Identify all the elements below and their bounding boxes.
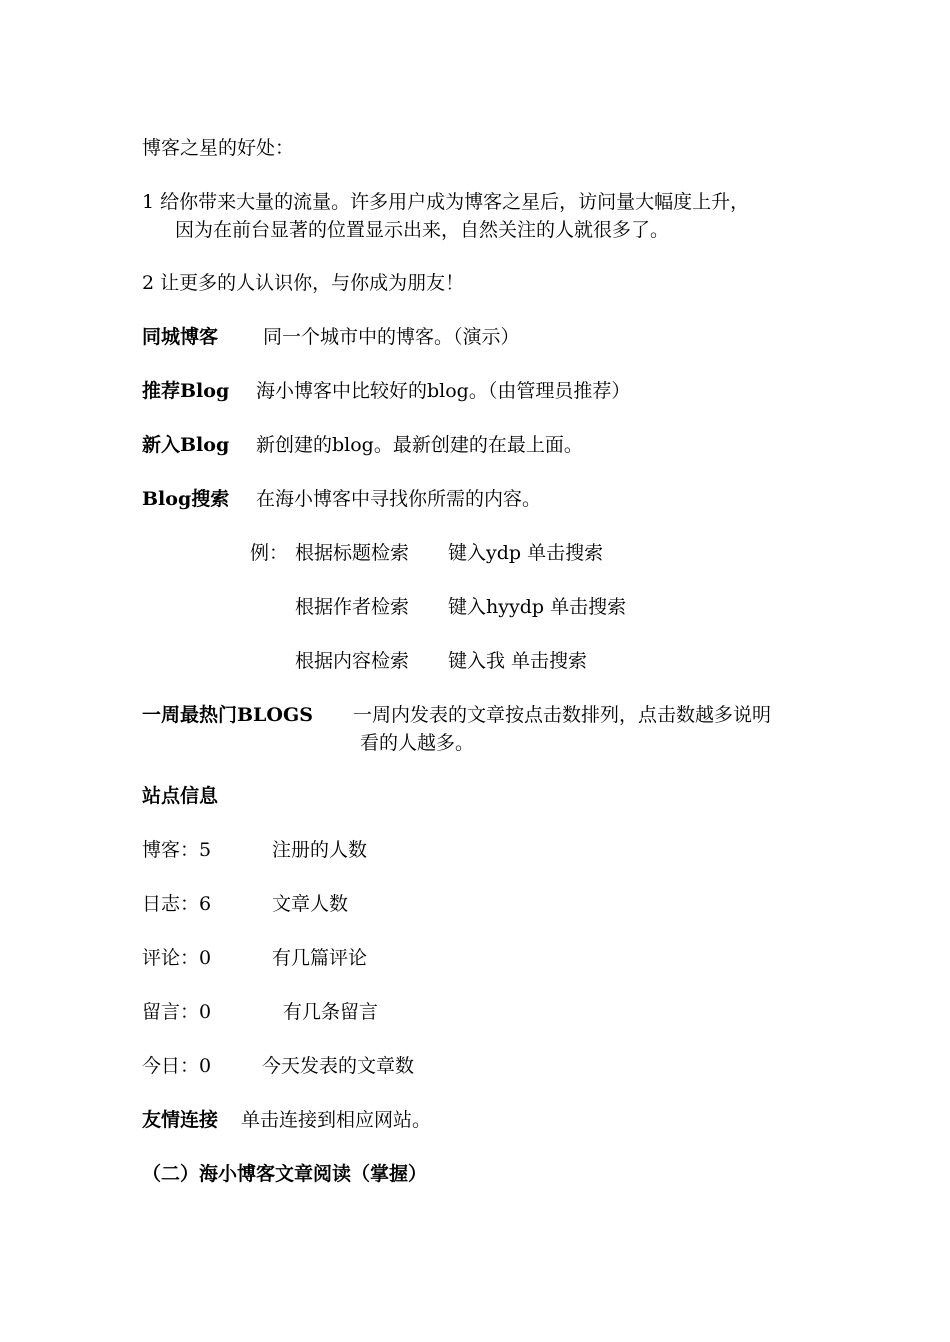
site-info-desc: 今天发表的文章数 — [262, 1055, 415, 1077]
star-heading: 博客之星的好处： — [142, 137, 295, 159]
hot-blogs-desc-line-1: 一周内发表的文章按点击数排列，点击数越多说明 — [353, 704, 772, 726]
star-item-1-line-1: 1 给你带来大量的流量。许多用户成为博客之星后，访问量大幅度上升， — [142, 191, 750, 213]
term-label-blog-search: Blog搜索 — [142, 488, 230, 510]
term-label-recommended-blog: 推荐Blog — [142, 380, 230, 402]
friend-links-desc: 单击连接到相应网站。 — [241, 1109, 432, 1131]
star-item-1-line-2: 因为在前台显著的位置显示出来，自然关注的人就很多了。 — [175, 219, 670, 241]
site-info-label: 博客：5 — [142, 839, 212, 861]
search-example-method: 根据标题检索 — [295, 542, 410, 564]
term-desc-recommended-blog: 海小博客中比较好的blog。（由管理员推荐） — [256, 380, 631, 402]
section-2-heading: （二）海小博客文章阅读（掌握） — [142, 1163, 428, 1185]
site-info-desc: 有几条留言 — [283, 1001, 379, 1023]
search-example-prefix: 例： — [250, 542, 289, 564]
star-item-2: 2 让更多的人认识你，与你成为朋友！ — [142, 272, 465, 294]
hot-blogs-desc-line-2: 看的人越多。 — [360, 732, 475, 754]
search-example-action: 键入ydp 单击搜索 — [448, 542, 604, 564]
site-info-desc: 注册的人数 — [272, 839, 368, 861]
search-example-method: 根据内容检索 — [295, 650, 410, 672]
term-label-local-blog: 同城博客 — [142, 326, 219, 348]
search-example-method: 根据作者检索 — [295, 596, 410, 618]
site-info-heading: 站点信息 — [142, 785, 219, 807]
site-info-label: 评论：0 — [142, 947, 212, 969]
search-example-action: 键入hyydp 单击搜索 — [448, 596, 627, 618]
site-info-desc: 有几篇评论 — [272, 947, 368, 969]
term-desc-blog-search: 在海小博客中寻找你所需的内容。 — [256, 488, 542, 510]
site-info-label: 日志：6 — [142, 893, 212, 915]
site-info-desc: 文章人数 — [272, 893, 349, 915]
site-info-label: 今日：0 — [142, 1055, 212, 1077]
hot-blogs-label: 一周最热门BLOGS — [142, 704, 313, 726]
friend-links-label: 友情连接 — [142, 1109, 219, 1131]
site-info-label: 留言：0 — [142, 1001, 212, 1023]
term-desc-new-blog: 新创建的blog。最新创建的在最上面。 — [256, 434, 583, 456]
term-desc-local-blog: 同一个城市中的博客。（演示） — [263, 326, 520, 348]
term-label-new-blog: 新入Blog — [142, 434, 230, 456]
search-example-action: 键入我 单击搜索 — [448, 650, 588, 672]
